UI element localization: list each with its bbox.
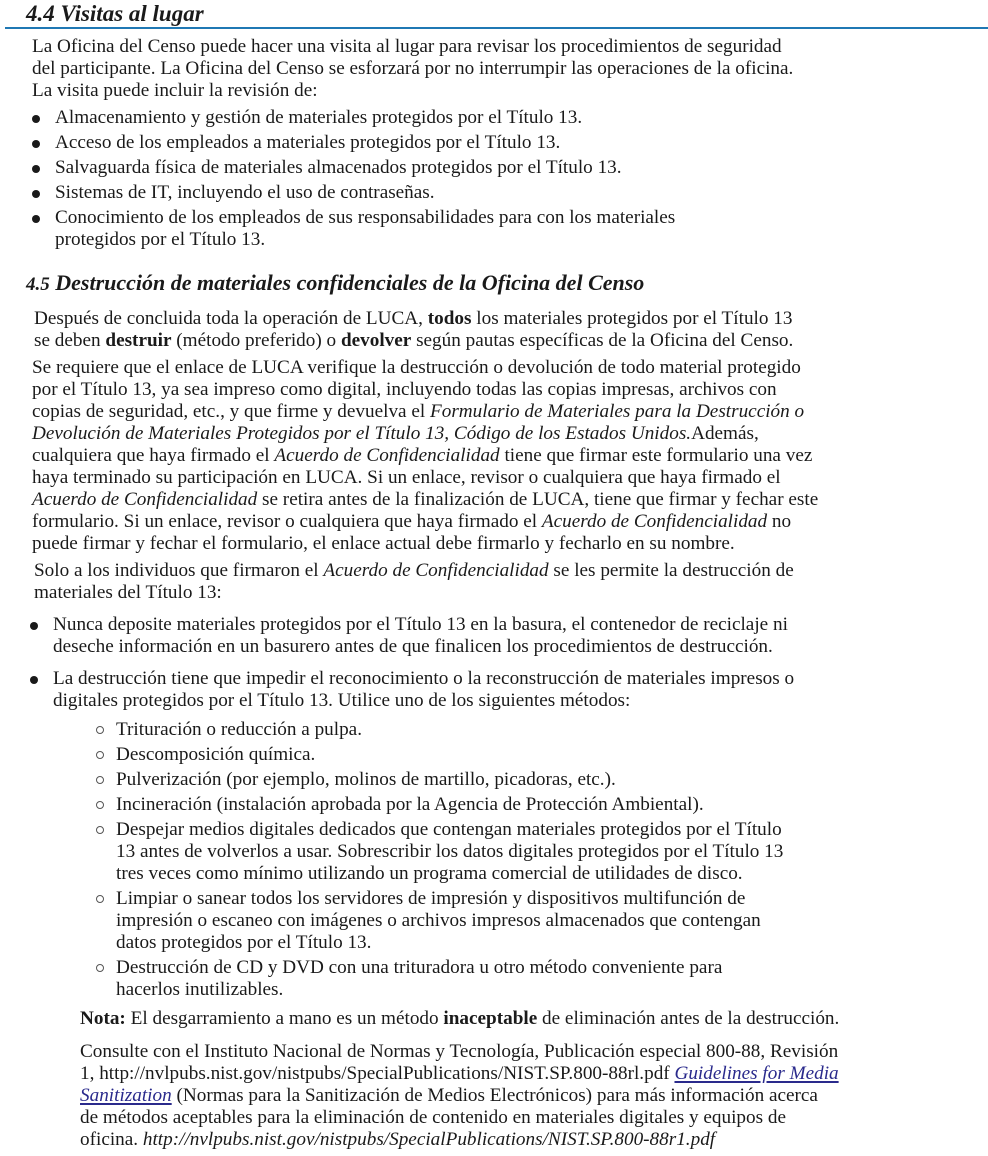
text-line: Consulte con el Instituto Nacional de Normas y Tecnología, Publicación especial 800-88, Revisión (80, 1041, 839, 1062)
list-item: Acceso de los empleados a materiales protegidos por el Título 13. (32, 132, 675, 157)
section-4-5-para-2 (32, 357, 818, 555)
text-line: se deben destruir (método preferido) o devolver según pautas específicas de la Oficina del Censo. (34, 330, 794, 351)
list-item: Limpiar o sanear todos los servidores de impresión y dispositivos multifunción de impresión o escaneo con imágenes o archivos impresos almacenados que contengan datos protegidos por el Título 13. (96, 888, 783, 954)
list-item: Salvaguarda física de materiales almacenados protegidos por el Título 13. (32, 157, 675, 182)
note-label: Nota: (80, 1008, 126, 1029)
guidelines-link-continued[interactable]: Sanitization (80, 1085, 172, 1106)
text-line: Se requiere que el enlace de LUCA verifique la destrucción o devolución de todo material protegido (32, 357, 801, 378)
circle-bullet-icon (96, 826, 104, 834)
circle-bullet-icon (96, 801, 104, 809)
text-line: Devolución de Materiales Protegidos por el Título 13, Código de los Estados Unidos.Además, (32, 423, 759, 444)
bullet-icon (32, 165, 40, 173)
form-title: Devolución de Materiales Protegidos por el Título 13, Código de los Estados Unidos. (32, 423, 692, 444)
text-line: Sanitization (Normas para la Sanitización de Medios Electrónicos) para más información acerca (80, 1085, 818, 1106)
section-4-4-intro (32, 36, 793, 102)
guidelines-link[interactable]: Guidelines for Media (674, 1063, 839, 1084)
bullet-icon (32, 115, 40, 123)
circle-bullet-icon (96, 751, 104, 759)
text-line: La visita puede incluir la revisión de: (32, 80, 318, 101)
list-item: Sistemas de IT, incluyendo el uso de contraseñas. (32, 182, 675, 207)
text-line: por el Título 13, ya sea impreso como digital, incluyendo todas las copias impresas, archivos con (32, 379, 777, 400)
circle-bullet-icon (96, 726, 104, 734)
section-4-5-para-1 (34, 308, 793, 352)
text-line: puede firmar y fechar el formulario, el enlace actual debe firmarlo y fecharlo en su nombre. (32, 533, 735, 554)
bullet-icon (30, 622, 38, 630)
text-line: Después de concluida toda la operación de LUCA, todos los materiales protegidos por el Título 13 (34, 308, 793, 329)
circle-bullet-icon (96, 776, 104, 784)
list-item: La destrucción tiene que impedir el reconocimiento o la reconstrucción de materiales impresos o digitales protegidos por el Título 13. Utilice uno de los siguientes métodos: (30, 668, 794, 712)
circle-bullet-icon (96, 895, 104, 903)
text-line: Acuerdo de Confidencialidad se retira antes de la finalización de LUCA, tiene que firmar y fechar este (32, 489, 819, 510)
destruction-rules-list (30, 614, 794, 712)
list-item: Descomposición química. (96, 744, 783, 769)
text-line: haya terminado su participación en LUCA. Si un enlace, revisor o cualquiera que haya firmado el (32, 467, 781, 488)
list-item: Conocimiento de los empleados de sus responsabilidades para con los materiales protegidos por el Título 13. (32, 207, 675, 251)
list-item: Almacenamiento y gestión de materiales protegidos por el Título 13. (32, 107, 675, 132)
circle-bullet-icon (96, 964, 104, 972)
bullet-icon (32, 190, 40, 198)
text-line: de métodos aceptables para la eliminación de contenido en materiales digitales y equipos de (80, 1107, 786, 1128)
text-line: cualquiera que haya firmado el Acuerdo de Confidencialidad tiene que firmar este formulario una vez (32, 445, 813, 466)
list-item: Despejar medios digitales dedicados que contengan materiales protegidos por el Título 13 antes de volverlos a usar. Sobrescribir los datos digitales protegidos por el Título 13 tres veces como mínimo utilizando un programa comercial de utilidades de disco. (96, 819, 783, 885)
text-line: materiales del Título 13: (34, 582, 222, 603)
text-line: copias de seguridad, etc., y que firme y devuelva el Formulario de Materiales para la Destrucción o (32, 401, 805, 422)
site-visit-review-list (32, 107, 675, 251)
list-item: Trituración o reducción a pulpa. (96, 719, 783, 744)
section-heading-4-5: 4.5 Destrucción de materiales confidenciales de la Oficina del Censo (26, 270, 645, 295)
text-line: oficina. http://nvlpubs.nist.gov/nistpubs/SpecialPublications/NIST.SP.800-88r1.pdf (80, 1129, 716, 1150)
list-item: Nunca deposite materiales protegidos por el Título 13 en la basura, el contenedor de reciclaje ni deseche información en un basurero antes de que finalicen los procedimientos de destrucción. (30, 614, 794, 658)
list-item: Destrucción de CD y DVD con una trituradora u otro método conveniente para hacerlos inutilizables. (96, 957, 783, 1001)
section-4-5-para-3 (34, 560, 794, 604)
list-item: Incineración (instalación aprobada por la Agencia de Protección Ambiental). (96, 794, 783, 819)
text-line: del participante. La Oficina del Censo se esforzará por no interrumpir las operaciones de la oficina. (32, 58, 794, 79)
bullet-icon (30, 676, 38, 684)
text-line: 1, http://nvlpubs.nist.gov/nistpubs/SpecialPublications/NIST.SP.800-88rl.pdf Guidelines for Media (80, 1063, 839, 1084)
section-heading-4-4: 4.4 Visitas al lugar (26, 1, 204, 26)
bullet-icon (32, 215, 40, 223)
note: Nota: El desgarramiento a mano es un método inaceptable de eliminación antes de la destrucción. (80, 1008, 840, 1029)
destruction-methods-list (96, 719, 783, 1001)
text-line: La Oficina del Censo puede hacer una visita al lugar para revisar los procedimientos de seguridad (32, 36, 782, 57)
form-title: Formulario de Materiales para la Destrucción o (430, 401, 805, 422)
heading-rule (5, 27, 988, 29)
nist-reference (80, 1041, 839, 1151)
text-line: formulario. Si un enlace, revisor o cualquiera que haya firmado el Acuerdo de Confidencialidad no (32, 511, 792, 532)
text-line: Solo a los individuos que firmaron el Acuerdo de Confidencialidad se les permite la destrucción de (34, 560, 794, 581)
bullet-icon (32, 140, 40, 148)
list-item: Pulverización (por ejemplo, molinos de martillo, picadoras, etc.). (96, 769, 783, 794)
nist-url: http://nvlpubs.nist.gov/nistpubs/SpecialPublications/NIST.SP.800-88r1.pdf (142, 1129, 716, 1150)
